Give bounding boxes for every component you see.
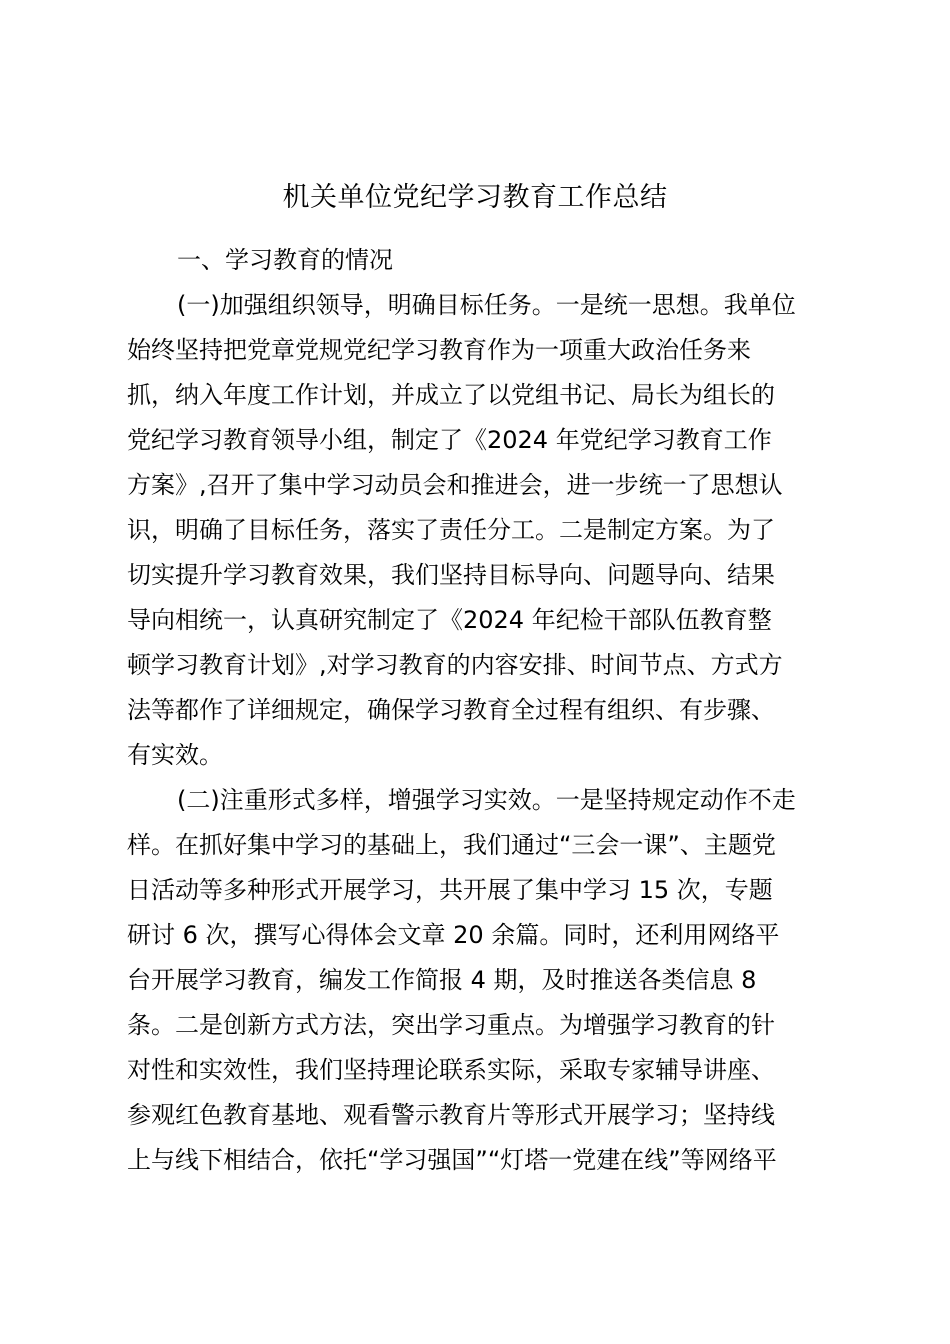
- paragraph-line: 抓，纳入年度工作计划，并成立了以党组书记、局长为组长的: [127, 381, 775, 409]
- paragraph-line: 台开展学习教育，编发工作简报 4 期，及时推送各类信息 8: [127, 966, 757, 994]
- paragraph-line: 法等都作了详细规定，确保学习教育全过程有组织、有步骤、: [127, 696, 775, 724]
- document-title: 机关单位党纪学习教育工作总结: [282, 182, 668, 213]
- paragraph-line: 识，明确了目标任务，落实了责任分工。二是制定方案。为了: [127, 516, 775, 544]
- paragraph-line: 样。在抓好集中学习的基础上，我们通过“三会一课”、主题党: [127, 831, 776, 859]
- section-heading: 一、学习教育的情况: [177, 246, 393, 274]
- paragraph-line: 上与线下相结合，依托“学习强国”“灯塔一党建在线”等网络平: [127, 1146, 777, 1174]
- document-body: [127, 238, 827, 1183]
- paragraph-line: (二)注重形式多样，增强学习实效。一是坚持规定动作不走: [177, 786, 796, 814]
- paragraph-line: 始终坚持把党章党规党纪学习教育作为一项重大政治任务来: [127, 336, 751, 364]
- paragraph-line: 对性和实效性，我们坚持理论联系实际，采取专家辅导讲座、: [127, 1056, 775, 1084]
- paragraph-line: 党纪学习教育领导小组，制定了《2024 年党纪学习教育工作: [127, 426, 772, 454]
- paragraph-line: 有实效。: [127, 741, 223, 769]
- paragraph-line: (一)加强组织领导，明确目标任务。一是统一思想。我单位: [177, 291, 796, 319]
- paragraph-line: 参观红色教育基地、观看警示教育片等形式开展学习；坚持线: [127, 1101, 775, 1129]
- paragraph-line: 日活动等多种形式开展学习，共开展了集中学习 15 次，专题: [127, 876, 773, 904]
- paragraph-line: 切实提升学习教育效果，我们坚持目标导向、问题导向、结果: [127, 561, 775, 589]
- paragraph-line: 条。二是创新方式方法，突出学习重点。为增强学习教育的针: [127, 1011, 775, 1039]
- paragraph-line: 方案》,召开了集中学习动员会和推进会，进一步统一了思想认: [127, 471, 783, 499]
- paragraph-line: 研讨 6 次，撰写心得体会文章 20 余篇。同时，还利用网络平: [127, 921, 780, 949]
- paragraph-line: 导向相统一，认真研究制定了《2024 年纪检干部队伍教育整: [127, 606, 772, 634]
- paragraph-line: 顿学习教育计划》,对学习教育的内容安排、时间节点、方式方: [127, 651, 783, 679]
